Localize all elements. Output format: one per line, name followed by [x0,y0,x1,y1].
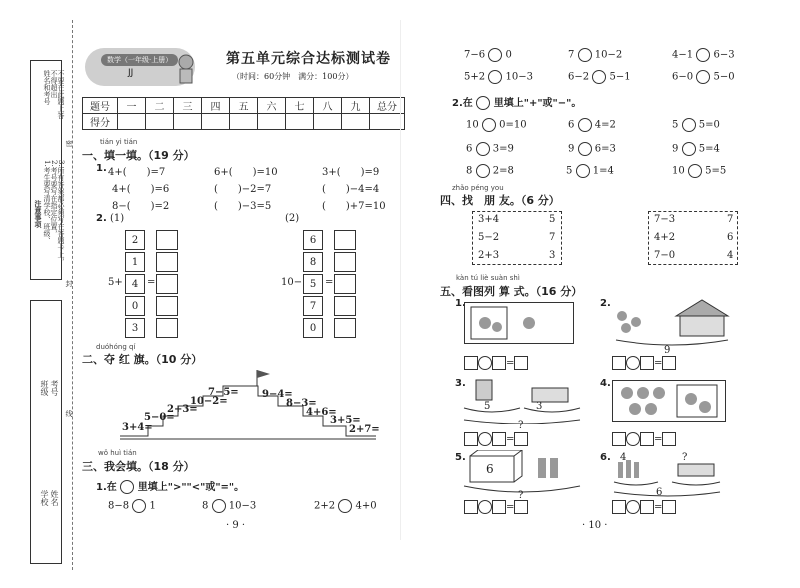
operator-circle[interactable] [478,432,492,446]
eq: 3+( )=9 [322,167,380,178]
answer-box[interactable] [514,500,528,514]
compare-right: 10−3 [505,71,533,83]
compare-left: 8 [202,500,209,512]
field-school: 学校 [40,490,49,506]
info-box [30,300,62,564]
answer-equation[interactable] [464,432,528,446]
fill-op-item [566,164,614,178]
match-expr[interactable]: 7−3 [654,214,676,225]
carrot-icon [634,462,639,478]
field-class: 班级 [40,380,49,396]
picture-group [612,298,732,346]
picture-item-number: 3. [455,378,466,389]
answer-circle[interactable] [682,118,696,132]
squirrel-icon [479,317,491,329]
answer-circle[interactable] [132,499,146,513]
score-cell[interactable] [174,114,202,130]
brace-label: ? [682,452,688,463]
score-cell[interactable] [258,114,286,130]
compare-item [672,48,735,62]
op-left: 6 [466,143,473,155]
eq: 8−( )=2 [112,201,170,212]
number-cell: 4 [125,274,145,294]
compare-item [464,70,533,84]
op-right: 5=4 [698,143,720,155]
op-left: 9 [568,143,575,155]
match-expr[interactable]: 4+2 [654,232,676,243]
mushroom-icon [621,387,633,399]
circle-icon [476,96,490,110]
score-head: 一 [118,98,146,114]
eq: ( )−4=4 [322,184,380,195]
right-equals: = [325,277,334,288]
score-head: 二 [146,98,174,114]
page-divider [400,20,401,540]
equals-sign: = [506,502,515,513]
operator-circle[interactable] [626,432,640,446]
carrot-icon [618,462,623,478]
op-right: 0=10 [499,119,527,131]
op-left: 8 [466,165,473,177]
s3-pinyin: wǒ huì tián [98,449,137,457]
s5-pinyin: kàn tú liè suàn shì [456,274,520,282]
eq: ( )+7=10 [322,201,386,212]
mushroom-icon [629,403,641,415]
answer-equation[interactable] [612,500,676,514]
s2-title: 二、夺 红 旗。（10 分） [82,353,203,366]
s2-pinyin: duóhóng qí [96,343,136,351]
score-cell[interactable] [286,114,314,130]
compare-left: 5+2 [464,71,486,83]
picture-box [464,302,574,344]
answer-box[interactable] [640,432,654,446]
compare-left: 7−6 [464,49,486,61]
match-value[interactable]: 7 [549,232,556,243]
fill-op-item [672,142,720,156]
answer-cell[interactable] [156,318,178,338]
s3-q2 [452,94,581,110]
op-right: 5=5 [705,165,727,177]
fill-op-item [672,164,726,178]
equals-sign: = [654,358,663,369]
score-head: 八 [314,98,342,114]
fill-op-item [568,142,616,156]
answer-box[interactable] [662,356,676,370]
number-cell: 0 [125,296,145,316]
picture-item-number: 1. [455,298,466,309]
mushroom-icon [637,387,649,399]
equals-sign: = [506,434,515,445]
brace-label: 6 [656,487,663,498]
number-cell: 6 [303,230,323,250]
box-number: 6 [486,462,494,476]
stair-step: 8−3= [286,398,317,409]
operator-circle[interactable] [478,500,492,514]
op-left: 6 [568,119,575,131]
seal-feng: 封 [65,280,73,287]
op-right: 4=2 [594,119,616,131]
score-cell[interactable] [342,114,370,130]
answer-circle[interactable] [578,118,592,132]
score-header-row [83,98,405,114]
red-flag-icon [257,370,270,378]
compare-left: 6−0 [672,71,694,83]
picture-group [612,452,732,500]
stair-step: 2+3= [167,404,198,415]
brace-label: 4 [620,452,627,463]
answer-circle[interactable] [476,142,490,156]
score-head: 三 [174,98,202,114]
mushroom-icon [653,387,665,399]
compare-item [568,70,631,84]
number-cell: 3 [125,318,145,338]
s4-pinyin: zhǎo péng you [452,184,504,192]
part-1-label: (1) [110,213,125,224]
answer-cell[interactable] [334,296,356,316]
match-value[interactable]: 4 [727,250,734,261]
pencil-case-icon [678,464,714,476]
mushroom-icon [685,393,697,405]
brace-label: ? [518,490,524,501]
picture-box [612,380,726,422]
answer-cell[interactable] [156,274,178,294]
answer-box[interactable] [464,356,478,370]
stair-step: 5−0= [144,412,175,423]
op-left: 10 [672,165,685,177]
score-head: 总分 [370,98,405,114]
answer-circle[interactable] [488,48,502,62]
answer-circle[interactable] [212,499,226,513]
answer-circle[interactable] [696,48,710,62]
brace-label: 3 [536,401,543,412]
pencil-case-icon [532,388,568,402]
compare-right: 10−2 [594,49,623,61]
eq: 4+( )=7 [108,167,166,178]
answer-circle[interactable] [592,70,606,84]
left-equals: = [147,277,156,288]
binding-line [72,20,73,570]
brace-label: 5 [484,401,491,412]
answer-box[interactable] [640,356,654,370]
s1-q2: 2. [96,213,107,224]
fill-op-item [568,118,616,132]
number-cell: 7 [303,296,323,316]
s1-q1: 1. [96,163,107,174]
compare-right: 1 [149,500,156,512]
compare-item [202,499,256,513]
note-4: 姓名和考号 [43,70,51,105]
op-right: 5=0 [698,119,720,131]
answer-equation[interactable] [612,432,676,446]
answer-circle[interactable] [482,118,496,132]
compare-left: 4−1 [672,49,694,61]
compare-right: 4+0 [355,500,377,512]
note-3: 3.所有答案都必须写在答题卡上， [57,160,65,265]
rabbit-icon [621,323,631,333]
answer-box[interactable] [464,500,478,514]
stair-diagram [118,368,380,440]
match-value[interactable]: 5 [549,214,556,225]
squirrel-icon [523,317,535,329]
compare-right: 6−3 [713,49,735,61]
note-2: 2.考号要写在指定位置， [50,160,58,237]
subject-label: 数学（一年级·上册） [101,54,178,66]
eq: ( )−2=7 [214,184,272,195]
stair-step: 4+6= [306,407,337,418]
compare-item [464,48,512,62]
compare-item [314,499,377,513]
compare-left: 8−8 [108,500,130,512]
s3-q1-pre: 1.在 [96,482,117,493]
s1-pinyin: tián yi tián [100,138,138,146]
match-expr[interactable]: 7−0 [654,250,676,261]
answer-cell[interactable] [334,274,356,294]
answer-cell[interactable] [156,230,178,250]
notes-label: 注意事项 [34,200,43,228]
answer-circle[interactable] [488,70,502,84]
match-expr[interactable]: 3+4 [478,214,500,225]
mushroom-icon [699,401,711,413]
number-cell: 2 [125,230,145,250]
score-cell[interactable] [314,114,342,130]
stair-step: 3+4= [122,422,153,433]
right-operator: 10− [281,277,303,288]
answer-box[interactable] [514,356,528,370]
answer-box[interactable] [492,356,506,370]
answer-box[interactable] [514,432,528,446]
left-operator: 5+ [108,277,123,288]
number-cell: 1 [125,252,145,272]
score-head: 九 [342,98,370,114]
operator-circle[interactable] [478,356,492,370]
answer-circle[interactable] [338,499,352,513]
stair-step: 7−5= [208,387,239,398]
answer-box[interactable] [612,432,626,446]
op-right: 6=3 [594,143,616,155]
picture-item-number: 6. [600,452,611,463]
s1-title: 一、填一填。（19 分） [82,149,195,162]
compare-right: 10−3 [228,500,257,512]
fill-op-item [466,164,514,178]
compare-item [672,70,735,84]
fill-op-item [672,118,720,132]
answer-cell[interactable] [334,318,356,338]
op-right: 1=4 [592,165,614,177]
score-cell[interactable] [230,114,258,130]
stair-step: 3+5= [330,415,361,426]
answer-circle[interactable] [688,164,702,178]
s3-q1 [96,478,244,494]
equals-sign: = [506,358,515,369]
note-5: 不得超出 [50,70,58,98]
answer-box[interactable] [640,500,654,514]
bottle-icon [550,458,558,478]
equals-sign: = [654,502,663,513]
operator-circle[interactable] [626,356,640,370]
s5-title: 五、看图列 算 式。（16 分） [440,285,583,298]
answer-equation[interactable] [464,500,528,514]
number-cell: 8 [303,252,323,272]
score-cell[interactable] [146,114,174,130]
answer-circle[interactable] [578,48,592,62]
page-number-right: · 10 · [582,520,608,531]
s4-title: 四、找 朋 友。（6 分） [440,194,560,207]
score-table [82,97,405,130]
stair-step: 10−2= [190,396,228,407]
op-left: 9 [672,143,679,155]
match-expr[interactable]: 2+3 [478,250,500,261]
house-icon [676,300,728,316]
answer-box[interactable] [492,500,506,514]
page-subtitle: （时间：60分钟 满分：100分） [232,72,354,81]
score-cell[interactable] [202,114,230,130]
part-2-label: (2) [285,213,300,224]
stair-step: 9−4= [262,389,293,400]
equals-sign: = [654,434,663,445]
s3-q2-post: 里填上"+"或"−"。 [493,98,582,109]
match-expr[interactable]: 5−2 [478,232,500,243]
answer-box[interactable] [662,500,676,514]
seal-mi: 密 [65,140,73,147]
answer-box[interactable] [612,356,626,370]
answer-circle[interactable] [696,70,710,84]
rabbit-icon [617,311,627,321]
binding-sidebar [4,10,73,570]
brace-label: 9 [664,345,671,356]
answer-cell[interactable] [334,252,356,272]
op-right: 3=9 [492,143,514,155]
mushroom-icon [645,403,657,415]
number-cell: 5 [303,274,323,294]
compare-right: 0 [505,49,512,61]
picture-item-number: 4. [600,378,611,389]
eq: 6+( )=10 [214,167,278,178]
op-left: 5 [672,119,679,131]
s3-q2-pre: 2.在 [452,98,473,109]
operator-circle[interactable] [626,500,640,514]
answer-circle[interactable] [682,142,696,156]
compare-right: 5−1 [609,71,631,83]
answer-equation[interactable] [612,356,676,370]
op-left: 10 [466,119,479,131]
stair-step: 2+7= [349,424,380,435]
answer-box[interactable] [492,432,506,446]
answer-circle[interactable] [578,142,592,156]
picture-group [462,378,582,424]
brace-label: ? [518,420,524,431]
answer-circle[interactable] [476,164,490,178]
score-head: 四 [202,98,230,114]
score-head: 五 [230,98,258,114]
field-number: 考号 [50,380,59,396]
compare-left: 2+2 [314,500,336,512]
op-right: 2=8 [492,165,514,177]
compare-left: 7 [568,49,575,61]
answer-box[interactable] [662,432,676,446]
note-1: 1.考生要写清学校、班级、 [43,160,51,244]
answer-equation[interactable] [464,356,528,370]
calculator-icon [476,380,492,400]
score-head: 题号 [83,98,118,114]
answer-circle[interactable] [576,164,590,178]
page-number-left: · 9 · [226,520,246,531]
circle-icon [120,480,134,494]
score-head: 六 [258,98,286,114]
eq: 4+( )=6 [112,184,170,195]
carrot-icon [626,460,631,478]
compare-right: 5−0 [713,71,735,83]
compare-item [568,48,622,62]
note-6: 不要在此题上答 [57,70,65,119]
edition-code: JJ [128,68,134,78]
picture-item-number: 2. [600,298,611,309]
answer-cell[interactable] [156,252,178,272]
field-name: 姓名 [50,490,59,506]
op-left: 5 [566,165,573,177]
s3-q1-post: 里填上">""<"或"="。 [137,482,245,493]
score-cell[interactable] [118,114,146,130]
number-cell: 0 [303,318,323,338]
answer-box[interactable] [612,500,626,514]
match-value[interactable]: 7 [727,214,734,225]
answer-box[interactable] [464,432,478,446]
compare-left: 6−2 [568,71,590,83]
s3-title: 三、我会填。（18 分） [82,460,195,473]
fill-op-item [466,142,514,156]
squirrel-icon [492,322,502,332]
score-head: 七 [286,98,314,114]
eq: ( )−3=5 [214,201,272,212]
page-title: 第五单元综合达标测试卷 [226,51,391,67]
rabbit-icon [631,317,641,327]
compare-item [108,499,156,513]
match-value[interactable]: 6 [727,232,734,243]
fill-op-item [466,118,527,132]
match-value[interactable]: 3 [549,250,556,261]
picture-item-number: 5. [455,452,466,463]
seal-xian: 线 [65,410,73,417]
answer-cell[interactable] [334,230,356,250]
answer-cell[interactable] [156,296,178,316]
score-label: 得分 [83,114,118,130]
bottle-icon [538,458,546,478]
score-input-row [83,114,405,130]
